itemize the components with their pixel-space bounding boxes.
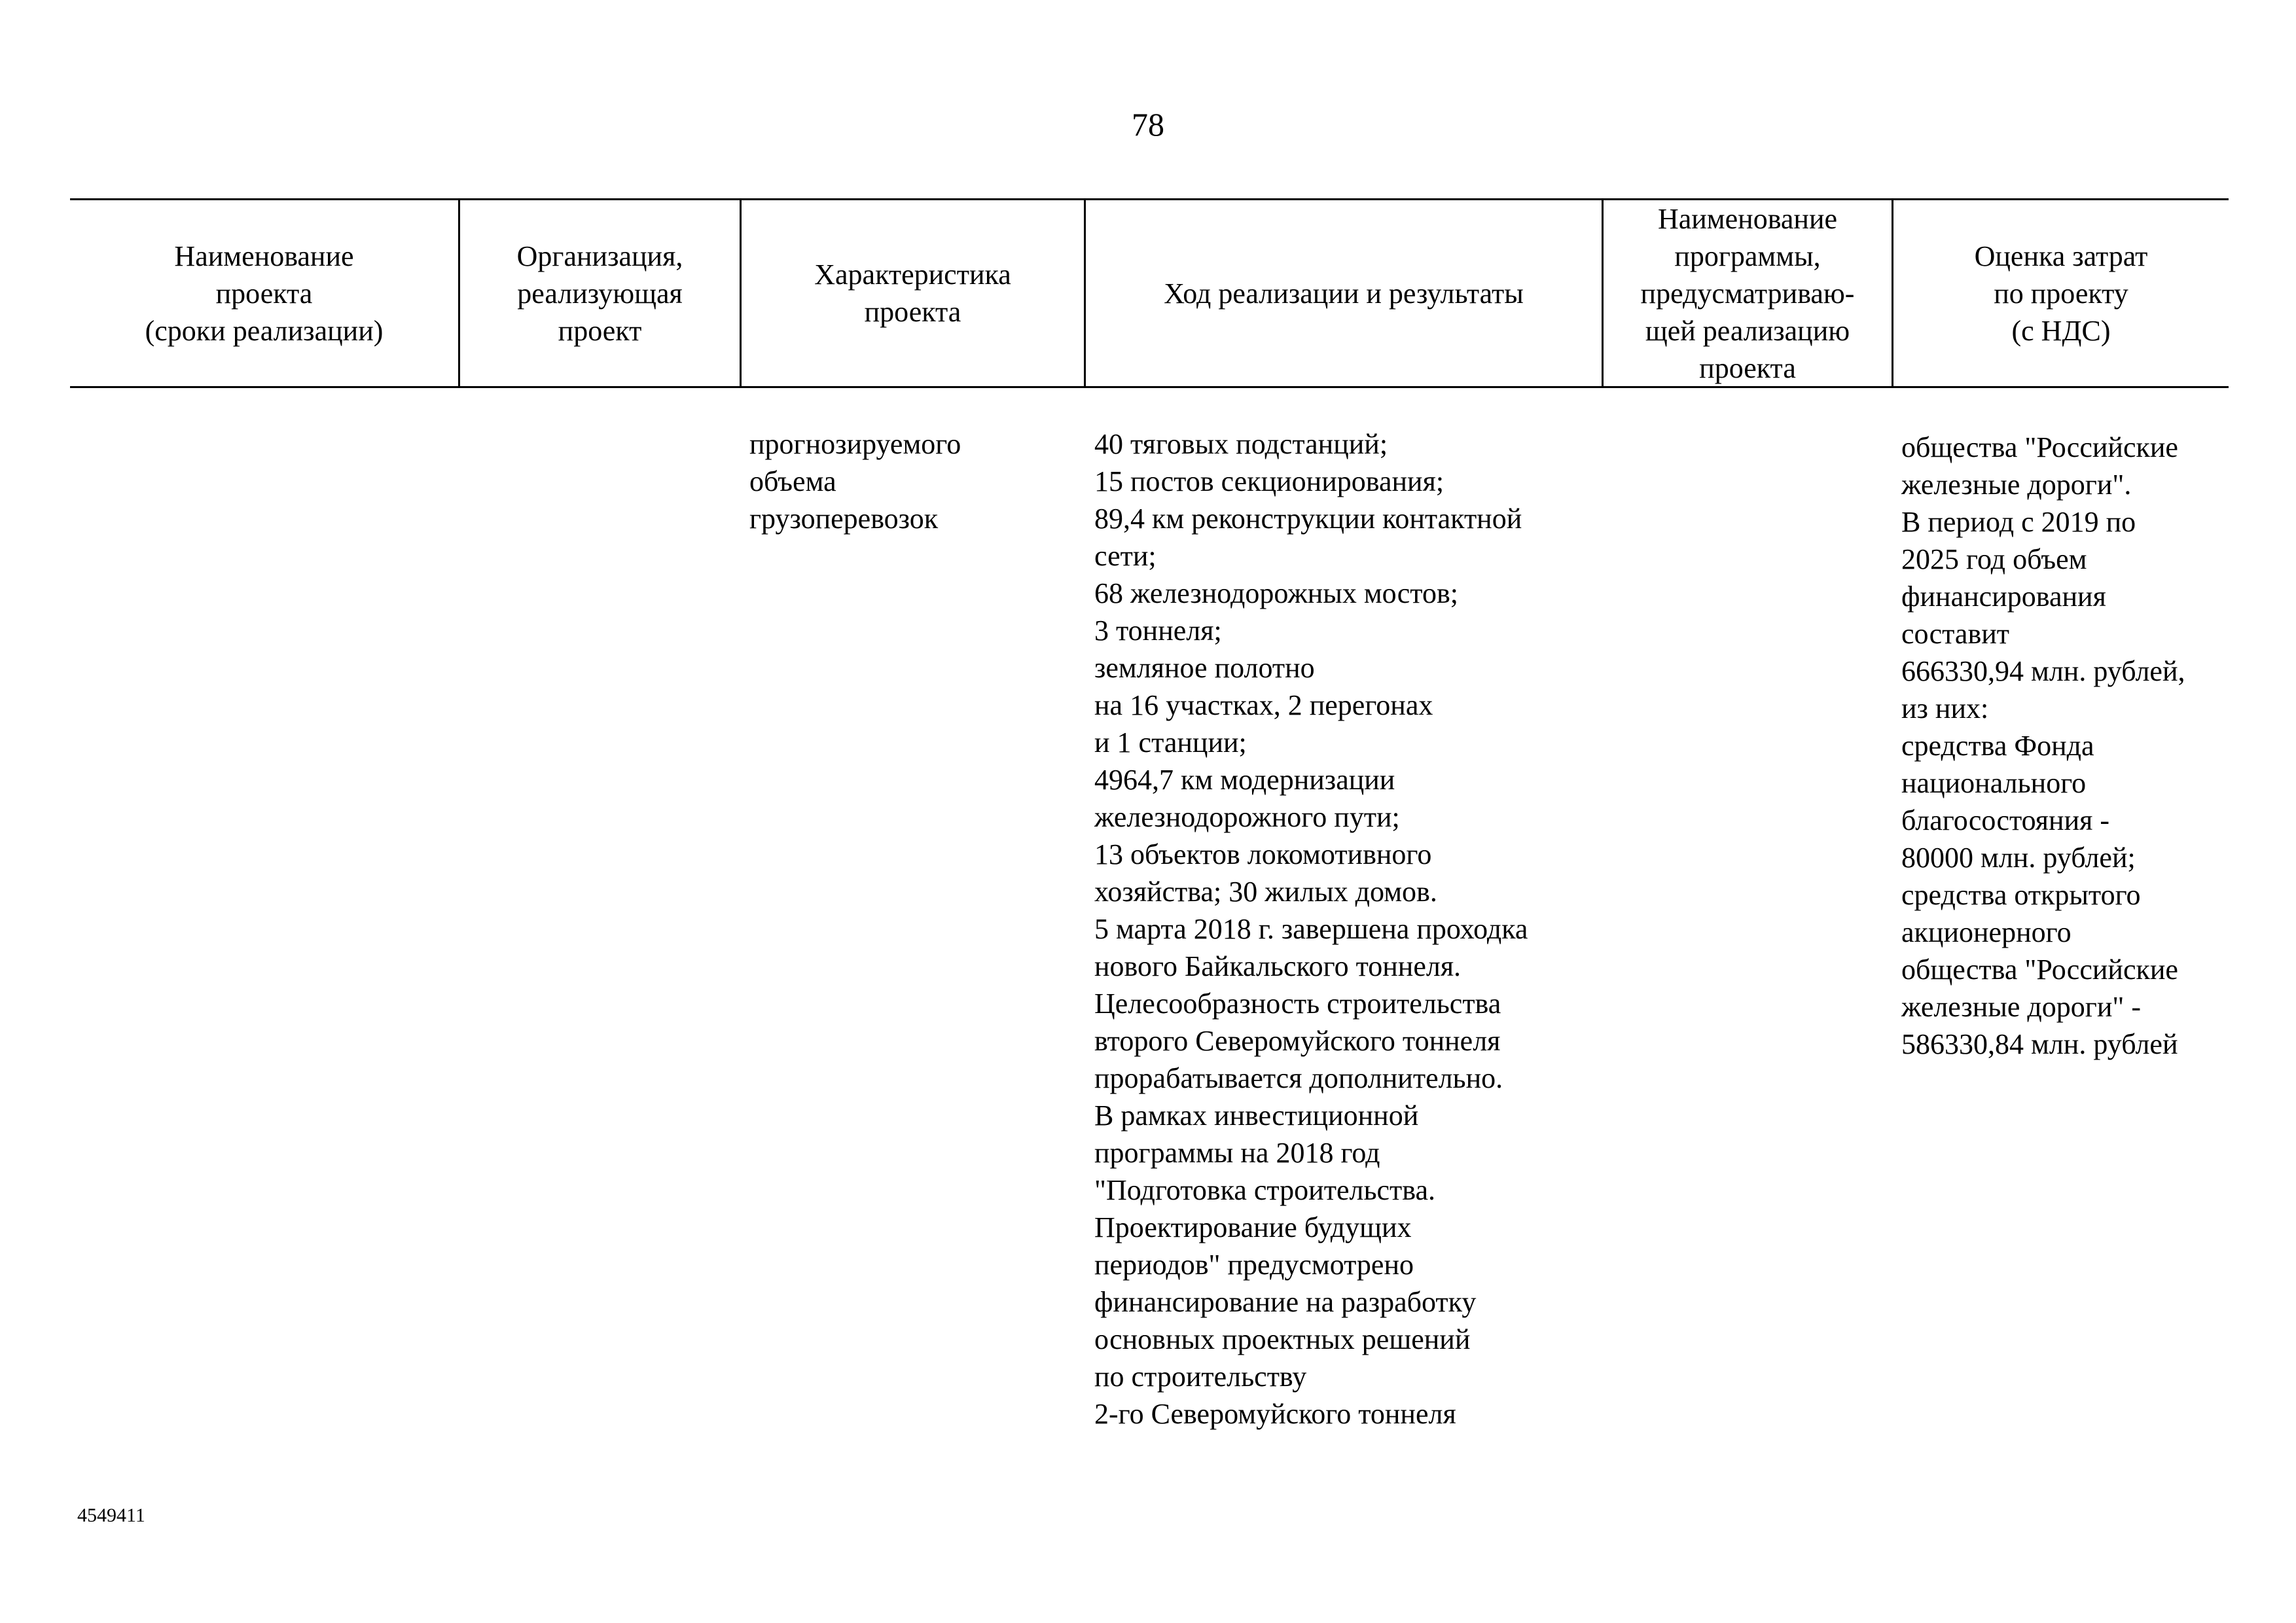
header-organization	[460, 200, 740, 386]
text-line: хозяйства; 30 жилых домов.	[1094, 876, 1437, 908]
text-line: 2-го Северомуйского тоннеля	[1094, 1398, 1456, 1430]
text-line: общества "Российские	[1901, 954, 2178, 986]
text-line: Целесообразность строительства	[1094, 988, 1501, 1020]
text-line: и 1 станции;	[1094, 726, 1247, 758]
text-line: грузоперевозок	[749, 503, 939, 535]
text-line: железные дороги".	[1901, 469, 2132, 501]
text-line: прорабатывается дополнительно.	[1094, 1062, 1503, 1094]
header-organization-text: Организация, реализующая проект	[516, 240, 683, 347]
header-program-text: Наименование программы, предусматриваю- щей реализацию проекта	[1640, 202, 1855, 384]
text-line: железные дороги" -	[1901, 991, 2141, 1023]
text-line: нового Байкальского тоннеля.	[1094, 950, 1462, 982]
text-line: из них:	[1901, 692, 1989, 724]
text-line: средства открытого	[1901, 879, 2141, 911]
text-line: 666330,94 млн. рублей,	[1901, 655, 2185, 687]
text-line: акционерного	[1901, 916, 2072, 948]
text-line: на 16 участках, 2 перегонах	[1094, 689, 1433, 721]
text-line: благосостояния -	[1901, 804, 2110, 836]
header-progress-text: Ход реализации и результаты	[1164, 277, 1524, 310]
text-line: сети;	[1094, 540, 1157, 572]
text-line: 80000 млн. рублей;	[1901, 842, 2136, 874]
header-project-name-text: Наименование проекта (сроки реализации)	[145, 240, 384, 347]
text-line: по строительству	[1094, 1361, 1307, 1393]
progress-cell	[1094, 425, 1528, 1433]
text-line: периодов" предусмотрено	[1094, 1249, 1414, 1281]
text-line: 15 постов секционирования;	[1094, 465, 1444, 497]
header-cost-text: Оценка затрат по проекту (с НДС)	[1974, 240, 2148, 347]
cost-cell	[1901, 429, 2185, 1063]
text-line: прогнозируемого	[749, 428, 961, 460]
text-line: В период с 2019 по	[1901, 506, 2136, 538]
header-project-name	[70, 200, 458, 386]
text-line: второго Северомуйского тоннеля	[1094, 1025, 1501, 1057]
text-line: 40 тяговых подстанций;	[1094, 428, 1388, 460]
characteristics-cell	[749, 425, 961, 537]
text-line: основных проектных решений	[1094, 1323, 1471, 1355]
text-line: финансирования	[1901, 580, 2106, 613]
table-header-bottom-rule	[70, 386, 2229, 388]
text-line: программы на 2018 год	[1094, 1137, 1380, 1169]
text-line: 2025 год объем	[1901, 543, 2087, 575]
text-line: общества "Российские	[1901, 431, 2178, 463]
text-line: объема	[749, 465, 836, 497]
header-program	[1604, 200, 1892, 386]
text-line: национального	[1901, 767, 2087, 799]
document-id: 4549411	[77, 1505, 145, 1526]
text-line: земляное полотно	[1094, 652, 1315, 684]
text-line: Проектирование будущих	[1094, 1211, 1412, 1243]
text-line: "Подготовка строительства.	[1094, 1174, 1435, 1206]
text-line: средства Фонда	[1901, 730, 2094, 762]
text-line: 89,4 км реконструкции контактной	[1094, 503, 1522, 535]
text-line: 3 тоннеля;	[1094, 615, 1222, 647]
page-number: 78	[1132, 106, 1164, 143]
text-line: 13 объектов локомотивного	[1094, 838, 1432, 870]
header-characteristics-text: Характеристика проекта	[814, 259, 1011, 328]
text-line: 586330,84 млн. рублей	[1901, 1028, 2178, 1060]
header-characteristics	[742, 200, 1084, 386]
text-line: 5 марта 2018 г. завершена проходка	[1094, 913, 1528, 945]
text-line: В рамках инвестиционной	[1094, 1099, 1419, 1132]
text-line: финансирование на разработку	[1094, 1286, 1477, 1318]
header-progress	[1086, 200, 1602, 386]
text-line: 68 железнодорожных мостов;	[1094, 577, 1458, 609]
text-line: 4964,7 км модернизации	[1094, 764, 1395, 796]
header-cost	[1893, 200, 2229, 386]
text-line: железнодорожного пути;	[1094, 801, 1400, 833]
text-line: составит	[1901, 618, 2009, 650]
